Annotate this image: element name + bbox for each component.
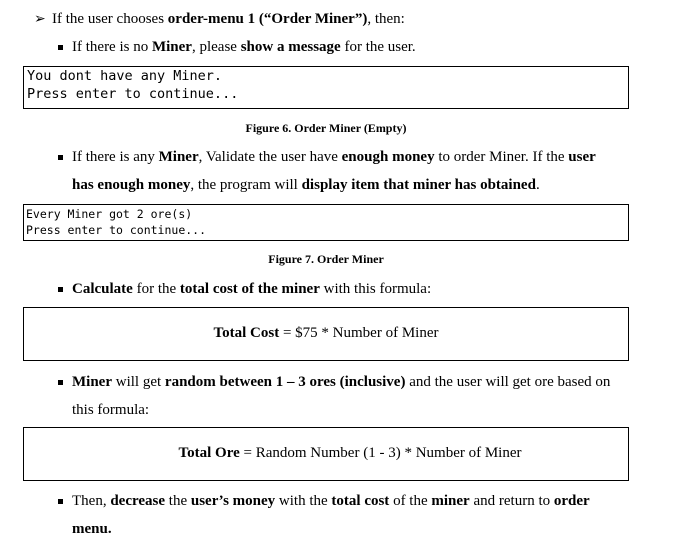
figure-caption: Figure 6. Order Miner (Empty) — [245, 121, 407, 135]
bullet-text-bold: enough money — [341, 149, 435, 165]
square-bullet-icon — [58, 499, 63, 504]
intro-text-part: If the user chooses — [52, 11, 168, 27]
bullet-text: for the user. — [340, 39, 416, 55]
bullet-text-bold: order — [553, 493, 590, 509]
formula-box-total-cost — [23, 307, 629, 361]
bullet-text-bold: Miner — [72, 374, 112, 390]
figure-caption: Figure 7. Order Miner — [268, 252, 384, 266]
bullet-text-bold: user — [568, 149, 596, 165]
bullet-text: of the — [389, 493, 432, 509]
square-bullet-icon — [58, 287, 63, 292]
intro-text — [52, 11, 405, 28]
formula-box-total-ore — [23, 427, 629, 481]
bullet-text: . — [535, 177, 540, 193]
bullet-text-bold: (inclusive) — [339, 374, 406, 390]
bullet-text-bold: Miner — [151, 39, 192, 55]
formula-total-ore — [24, 445, 673, 462]
square-bullet-icon — [58, 45, 63, 50]
bullet-any-miner — [72, 149, 596, 166]
bullet-decrease-money — [72, 493, 590, 510]
bullet-text: Then, — [72, 493, 111, 509]
bullet-any-miner-cont — [72, 177, 540, 194]
bullet-text-bold: has enough money — [72, 177, 191, 193]
bullet-text: will get — [111, 374, 165, 390]
formula-total-cost — [24, 325, 628, 342]
intro-text-part: , then: — [367, 11, 405, 27]
bullet-text-bold: show a message — [240, 39, 341, 55]
bullet-decrease-money-cont — [72, 521, 112, 538]
bullet-text: with this formula: — [319, 281, 432, 297]
formula-expression: = Random Number (1 - 3) * Number of Miner — [239, 445, 522, 461]
bullet-text: If there is any — [72, 149, 159, 165]
bullet-text: this formula: — [72, 402, 150, 418]
square-bullet-icon — [58, 155, 63, 160]
console-line: You dont have any Miner. — [27, 68, 223, 84]
bullet-text: for the — [132, 281, 180, 297]
arrow-bullet-icon: ➢ — [34, 12, 46, 27]
bullet-calculate — [72, 281, 431, 298]
bullet-text-bold: total cost of the miner — [179, 281, 320, 297]
bullet-text: and return to — [469, 493, 554, 509]
bullet-text-bold: total cost — [331, 493, 390, 509]
bullet-text: , please — [191, 39, 241, 55]
bullet-text-bold: Miner — [158, 149, 199, 165]
bullet-text-bold: user’s money — [190, 493, 276, 509]
bullet-text: with the — [275, 493, 332, 509]
formula-label: Total Cost — [213, 325, 280, 341]
console-output-empty — [23, 66, 629, 109]
bullet-text: to order Miner. If the — [434, 149, 569, 165]
bullet-text: the — [165, 493, 191, 509]
bullet-random-ores-cont — [72, 402, 149, 419]
bullet-text-bold: Calculate — [72, 281, 133, 297]
formula-label: Total Ore — [178, 445, 240, 461]
console-output-order — [23, 204, 629, 241]
bullet-no-miner — [72, 39, 416, 56]
bullet-random-ores — [72, 374, 610, 391]
console-line: Every Miner got 2 ore(s) — [26, 207, 193, 221]
bullet-text: , Validate the user have — [198, 149, 342, 165]
bullet-text-bold: menu. — [72, 521, 112, 537]
bullet-text: If there is no — [72, 39, 152, 55]
intro-menu-name: order-menu 1 (“Order Miner”) — [167, 11, 368, 27]
bullet-text-bold: decrease — [110, 493, 166, 509]
console-line: Press enter to continue... — [26, 223, 207, 237]
square-bullet-icon — [58, 380, 63, 385]
bullet-text-bold: random between 1 – 3 ores — [164, 374, 336, 390]
console-line: Press enter to continue... — [27, 86, 239, 102]
bullet-text: , the program will — [190, 177, 302, 193]
bullet-text: and the user will get ore based on — [405, 374, 611, 390]
bullet-text-bold: miner — [431, 493, 470, 509]
formula-expression: = $75 * Number of Miner — [279, 325, 439, 341]
bullet-text-bold: display item that miner has obtained — [301, 177, 536, 193]
